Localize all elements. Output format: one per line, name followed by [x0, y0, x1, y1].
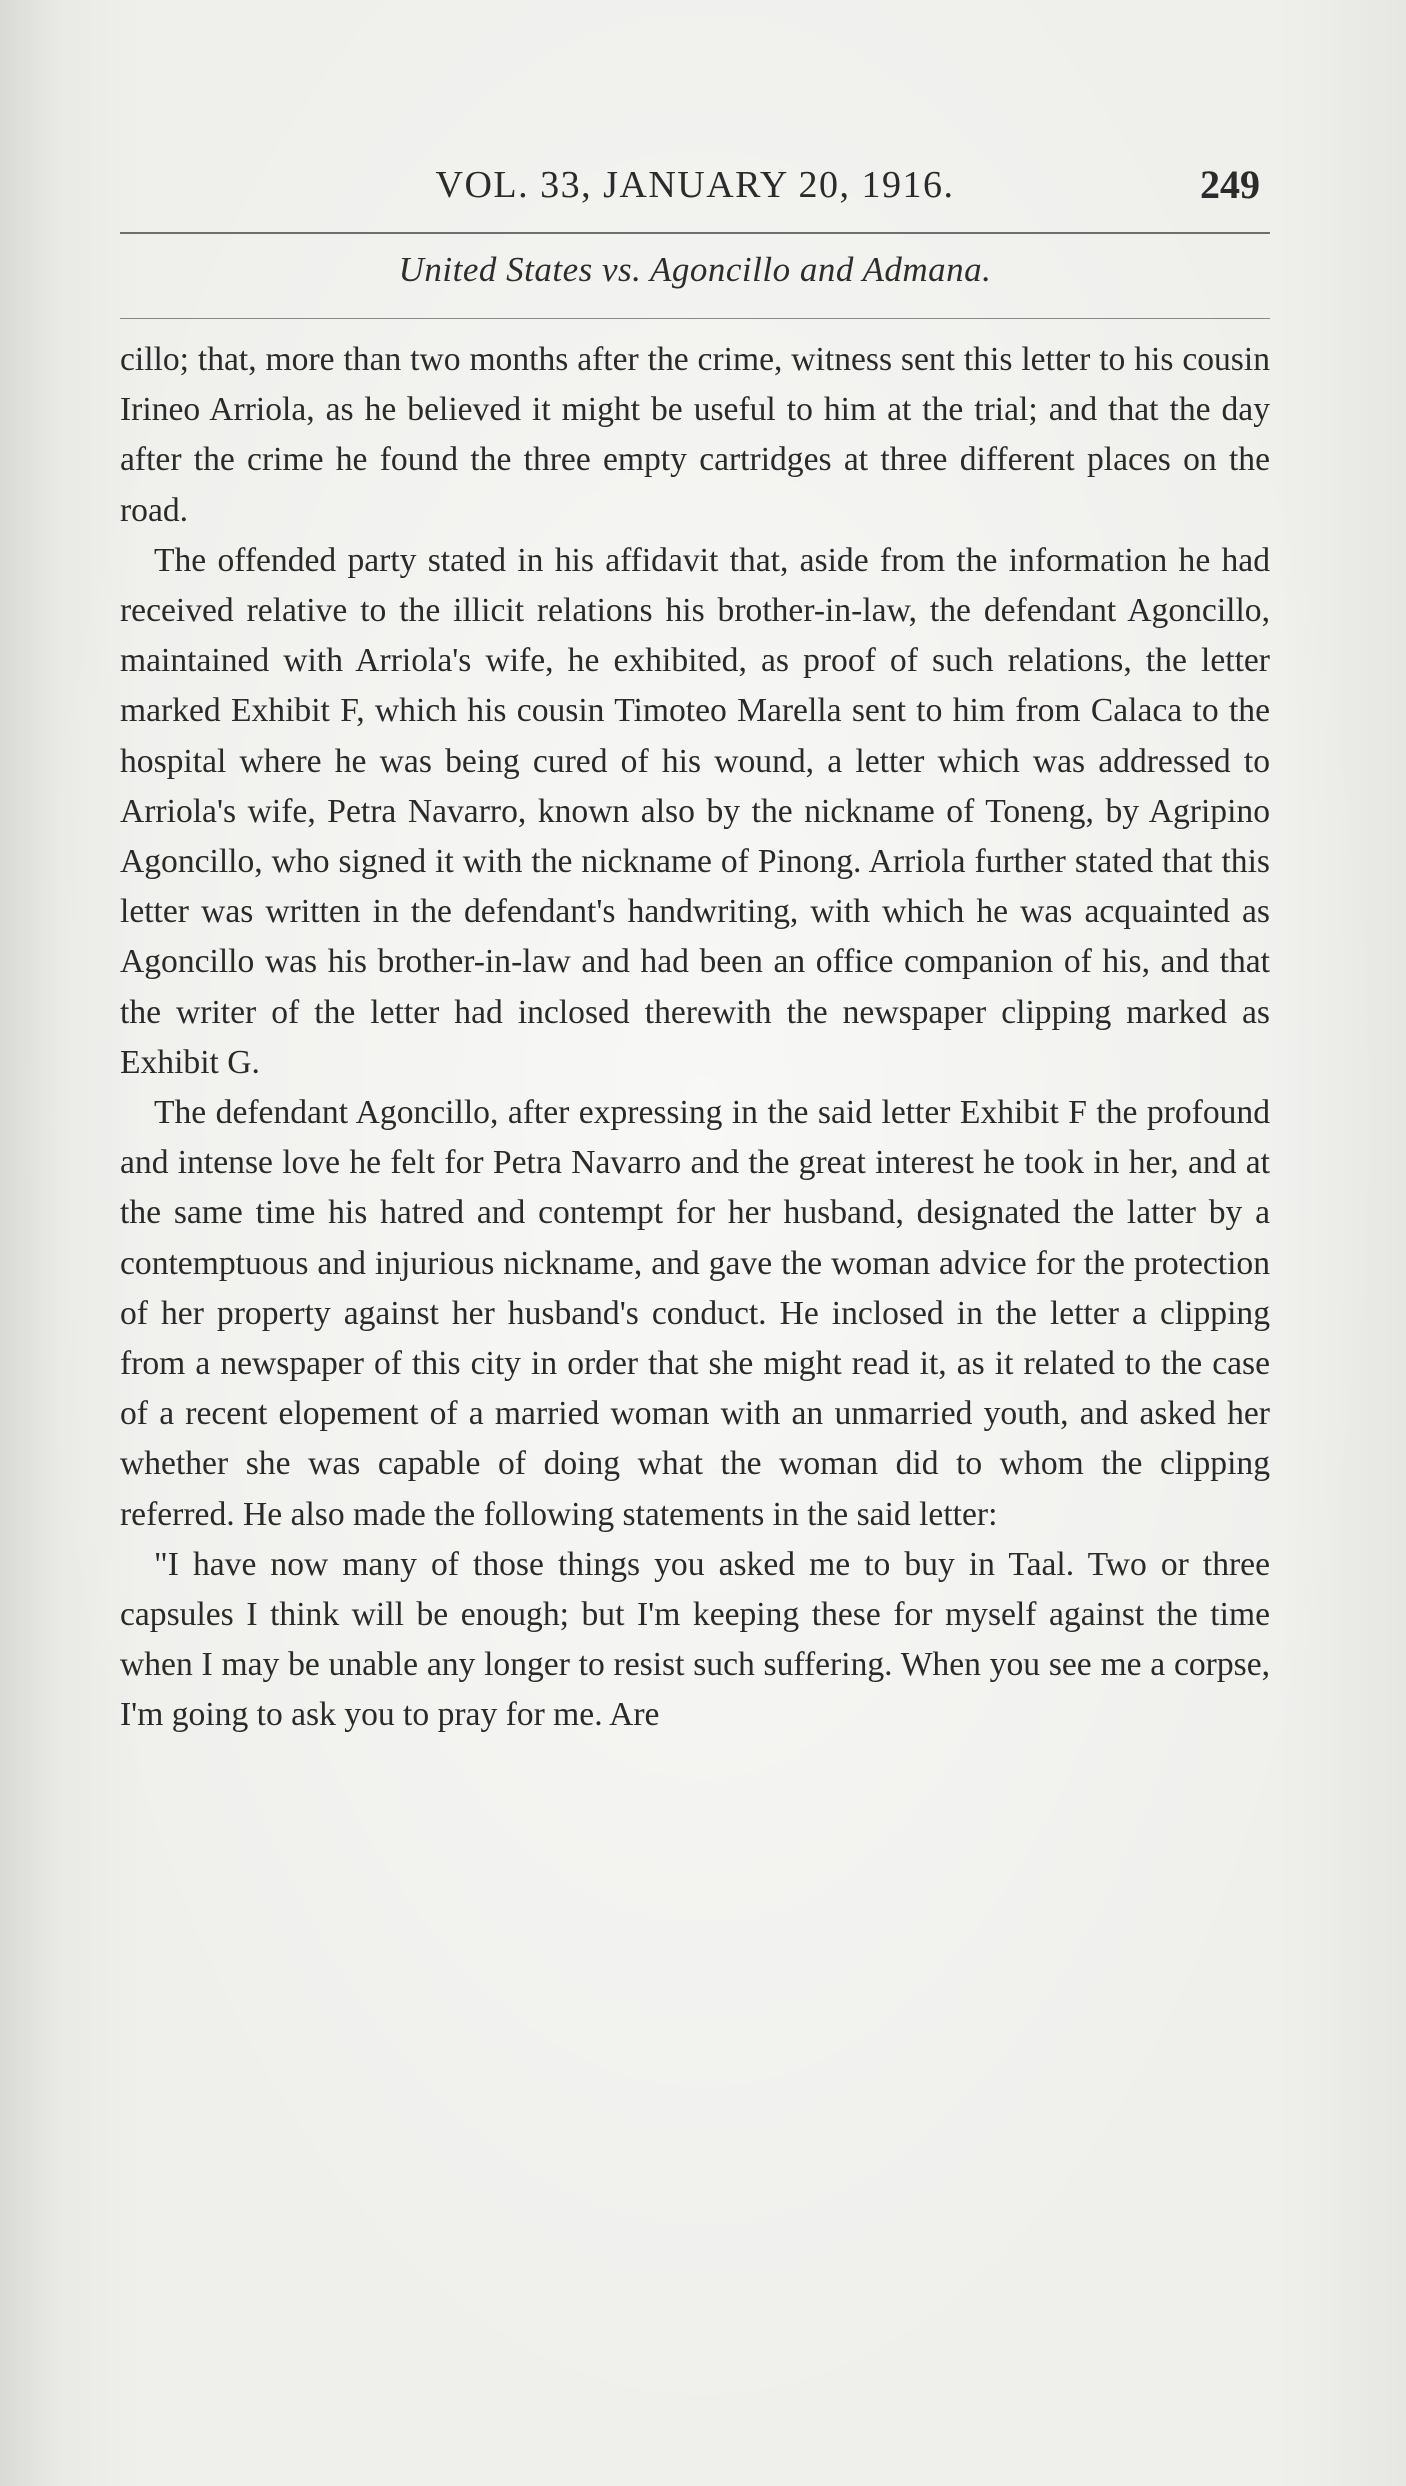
- paragraph-1: cillo; that, more than two months after the crime, witness sent this letter to his cousin Irineo Arriola, as he believed it might be useful to him at the trial; and that the day after the crime he found the three empty cartridges at three different places on the road.: [120, 341, 1270, 529]
- running-head: VOL. 33, JANUARY 20, 1916.: [435, 164, 955, 206]
- paragraph-4: "I have now many of those things you asked me to buy in Taal. Two or three capsules I think will be enough; but I'm keeping these for myself against the time when I may be unable any longer to resist such suffering. When you see me a corpse, I'm going to ask you to pray for me. Are: [120, 1545, 1270, 1734]
- paragraph-2: The offended party stated in his affidavit that, aside from the information he had received relative to the illicit relations his brother-in-law, the defendant Agoncillo, maintained with Arriola's wife, he exhibited, as proof of such relations, the letter marked Exhibit F, which his cousin Timoteo Marella sent to him from Calaca to the hospital where he was being cured of his wound, a letter which was addressed to Arriola's wife, Petra Navarro, known also by the nickname of Toneng, by Agripino Agoncillo, who signed it with the nickname of Pinong. Arriola further stated that this letter was written in the defendant's handwriting, with which he was acquainted as Agoncillo was his brother-in-law and had been an office companion of his, and that the writer of the letter had inclosed therewith the newspaper clipping marked as Exhibit G.: [120, 541, 1270, 1081]
- page-number: 249: [1200, 162, 1260, 207]
- body-text: [120, 335, 1270, 1741]
- header-rule: [120, 232, 1270, 234]
- case-title: United States vs. Agoncillo and Admana.: [398, 250, 992, 289]
- page-header: [120, 155, 1270, 215]
- paragraph-3: The defendant Agoncillo, after expressing in the said letter Exhibit F the profound and intense love he felt for Petra Navarro and the great interest he took in her, and at the same time his hatred and contempt for her husband, designated the latter by a contemptuous and injurious nickname, and gave the woman advice for the protection of her property against her husband's conduct. He inclosed in the letter a clipping from a newspaper of this city in order that she might read it, as it related to the case of a recent elopement of a married woman with an unmarried youth, and asked her whether she was capable of doing what the woman did to whom the clipping referred. He also made the following statements in the said letter:: [120, 1094, 1270, 1533]
- title-rule: [120, 318, 1270, 319]
